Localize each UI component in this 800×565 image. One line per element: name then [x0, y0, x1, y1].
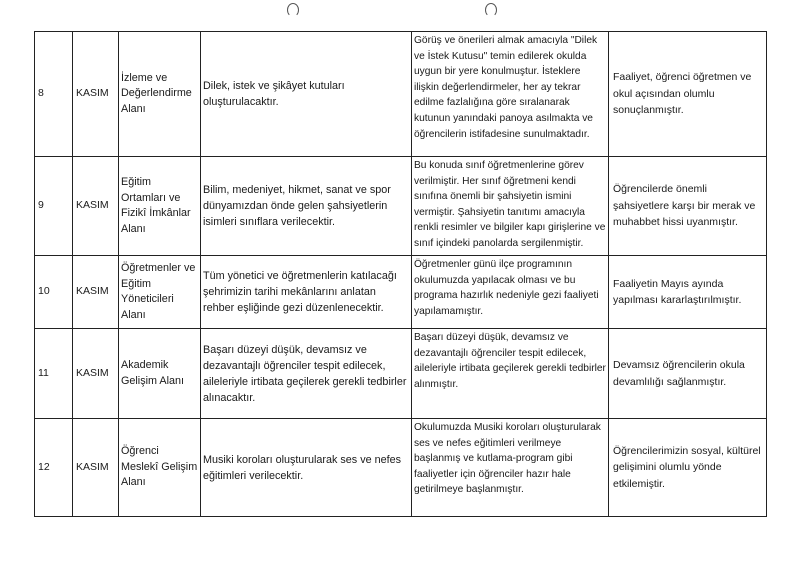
- row-month: KASIM: [73, 419, 119, 517]
- row-month: KASIM: [73, 329, 119, 419]
- row-number: 12: [35, 419, 73, 517]
- row-planned-activity: Tüm yönetici ve öğretmenlerin katılacağı şehrimizin tarihi mekânlarını anlatan rehber eşliğinde gezi düzenlenecektir.: [201, 256, 412, 329]
- row-area: Eğitim Ortamları ve Fizikî İmkânlar Alanı: [119, 157, 201, 256]
- row-completed-activity: Bu konuda sınıf öğretmenlerine görev verilmiştir. Her sınıf öğretmeni kendi sınıfına önemli bir şahsiyetin ismini vermiştir. Şahsiyetin tanıtımı amacıyla renkli resimler ve bilgiler kapı girişlerine ve sınıf içindeki panolarda sergilenmiştir.: [412, 157, 609, 256]
- row-month: KASIM: [73, 32, 119, 157]
- row-completed-activity: Başarı düzeyi düşük, devamsız ve dezavantajlı öğrenciler tespit edilecek, aileleriyle irtibata geçilerek gerekli tedbirler alınmıştır.: [412, 329, 609, 419]
- row-planned-activity: Musiki koroları oluşturularak ses ve nefes eğitimleri verilecektir.: [201, 419, 412, 517]
- row-planned-activity: Dilek, istek ve şikâyet kutuları oluşturulacaktır.: [201, 32, 412, 157]
- row-planned-activity: Başarı düzeyi düşük, devamsız ve dezavantajlı öğrenciler tespit edilecek, aileleriyle irtibata geçilerek gerekli tedbirler alınacaktır.: [201, 329, 412, 419]
- row-number: 9: [35, 157, 73, 256]
- row-planned-activity: Bilim, medeniyet, hikmet, sanat ve spor dünyamızdan önde gelen şahsiyetlerin isimleri sınıflara verilecektir.: [201, 157, 412, 256]
- row-result: Öğrencilerde önemli şahsiyetlere karşı bir merak ve muhabbet hissi uyanmıştır.: [609, 157, 767, 256]
- row-result: Faaliyet, öğrenci öğretmen ve okul açısından olumlu sonuçlanmıştır.: [609, 32, 767, 157]
- row-area: Öğretmenler ve Eğitim Yöneticileri Alanı: [119, 256, 201, 329]
- row-completed-activity: Okulumuzda Musiki koroları oluşturularak ses ve nefes eğitimleri verilmeye başlanmış ve kutlama-program gibi faaliyetler için öğrenciler hazır hale getirilmeye başlanmıştır.: [412, 419, 609, 517]
- row-area: Akademik Gelişim Alanı: [119, 329, 201, 419]
- table-row: [35, 329, 767, 419]
- row-month: KASIM: [73, 157, 119, 256]
- row-result: Devamsız öğrencilerin okula devamlılığı sağlanmıştır.: [609, 329, 767, 419]
- row-month: KASIM: [73, 256, 119, 329]
- row-number: 8: [35, 32, 73, 157]
- row-completed-activity: Öğretmenler günü ilçe programının okulumuzda yapılacak olması ve bu programa hazırlık nedeniyle gezi faaliyeti yapılamamıştır.: [412, 256, 609, 329]
- row-area: İzleme ve Değerlendirme Alanı: [119, 32, 201, 157]
- activity-report-table: [34, 31, 767, 517]
- punch-hole-mark-left: [287, 3, 299, 17]
- table-row: [35, 419, 767, 517]
- row-result: Faaliyetin Mayıs ayında yapılması kararlaştırılmıştır.: [609, 256, 767, 329]
- table-row: [35, 157, 767, 256]
- row-result: Öğrencilerimizin sosyal, kültürel gelişimini olumlu yönde etkilemiştir.: [609, 419, 767, 517]
- row-area: Öğrenci Meslekî Gelişim Alanı: [119, 419, 201, 517]
- row-number: 10: [35, 256, 73, 329]
- table-row: [35, 32, 767, 157]
- punch-hole-mark-right: [485, 3, 497, 17]
- row-number: 11: [35, 329, 73, 419]
- row-completed-activity: Görüş ve önerileri almak amacıyla "Dilek ve İstek Kutusu" temin edilerek okulda uygun bir yere konulmuştur. İsteklere ilişkin değerlendirmeler, her ay tekrar edilme fazlalığına göre sıralanarak kutunun yanındaki panoya asılmakta ve öğrencilerin istifadesine sunulmaktadır.: [412, 32, 609, 157]
- table-row: [35, 256, 767, 329]
